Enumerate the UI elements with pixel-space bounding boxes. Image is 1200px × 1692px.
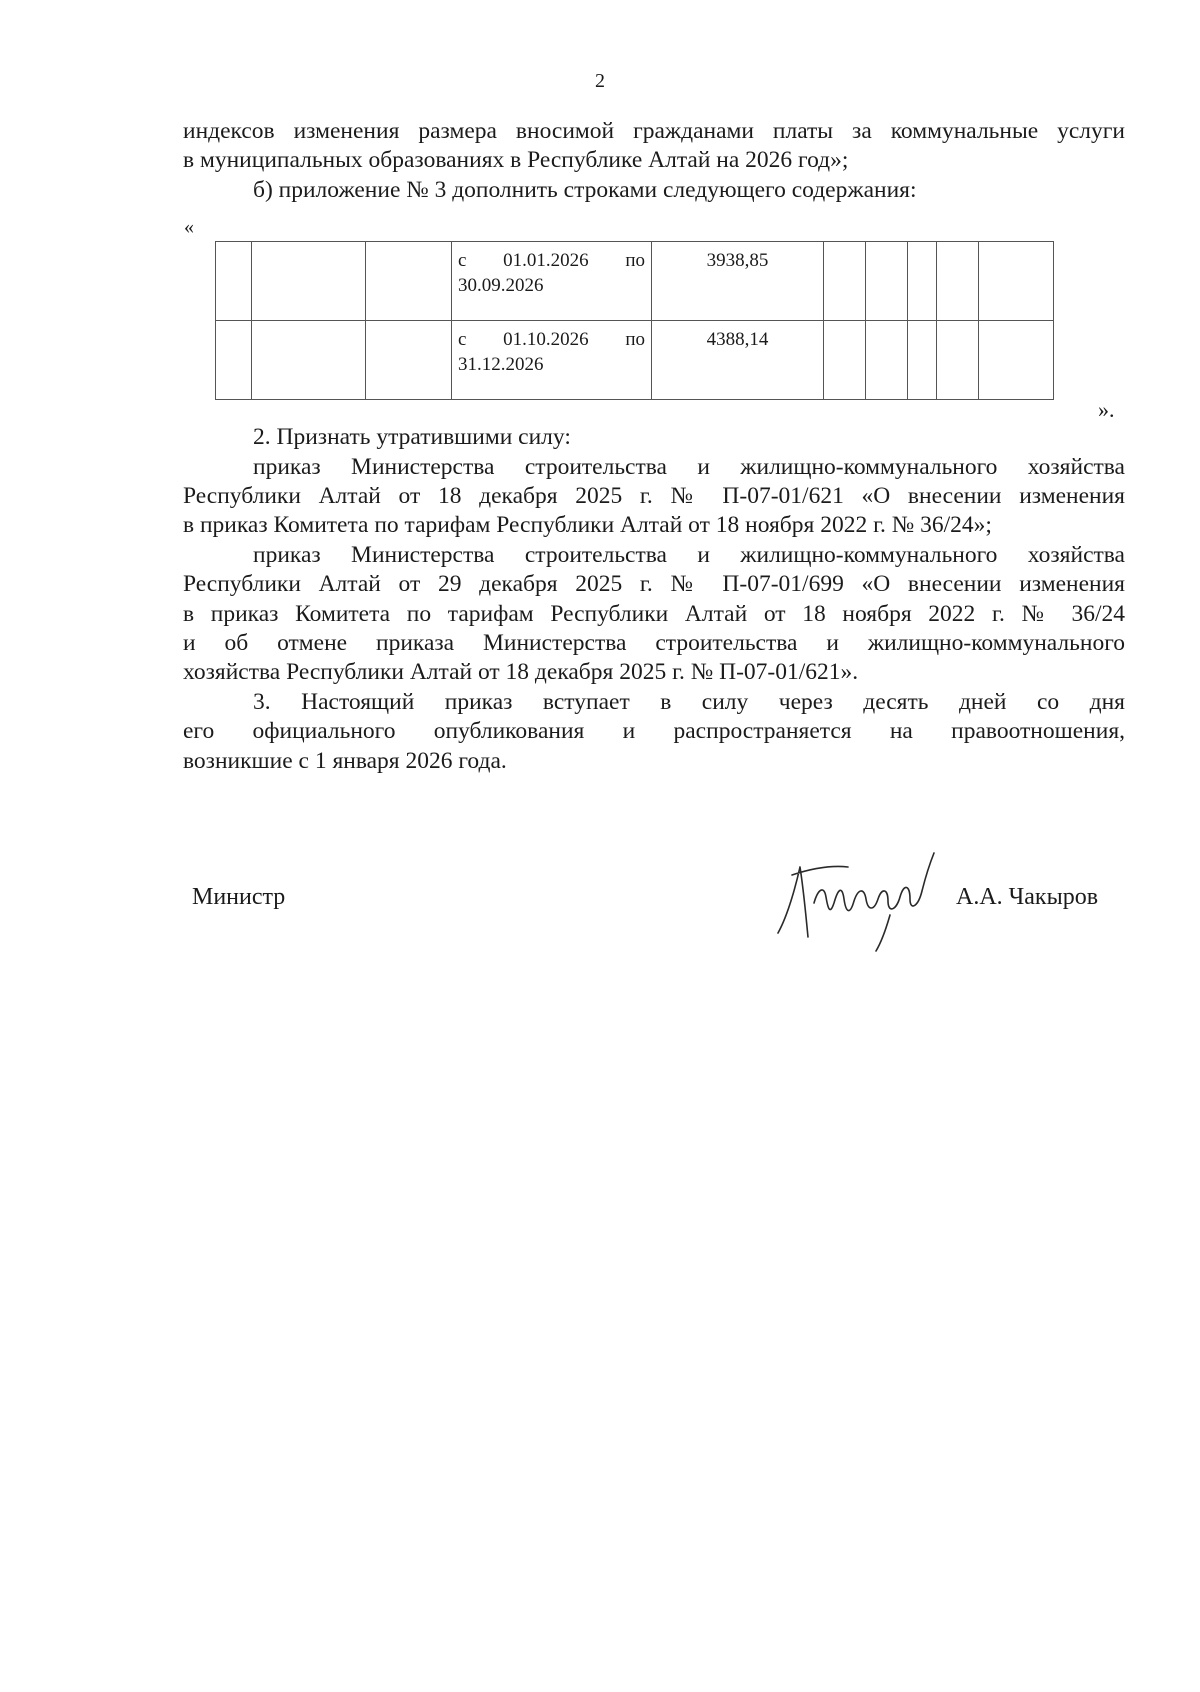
table-cell <box>824 242 866 321</box>
period-to-date: 30.09.2026 <box>458 275 544 296</box>
table-cell <box>252 242 366 321</box>
signatory-name: А.А. Чакыров <box>956 884 1099 910</box>
paragraph-4-line-2: Республики Алтай от 18 декабря 2025 г. № П-07-01/621 «О внесении изменения <box>183 483 1125 509</box>
value-cell: 4388,14 <box>652 321 824 400</box>
table-cell <box>366 242 452 321</box>
period-to-prefix: по <box>625 250 645 271</box>
table-row <box>216 242 1054 321</box>
paragraph-1-line-2: в муниципальных образованиях в Республике Алтай на 2026 год»; <box>183 147 849 173</box>
paragraph-6-line-1: 3. Настоящий приказ вступает в силу через десять дней со дня <box>253 689 1125 715</box>
period-cell <box>452 321 652 400</box>
signatory-title: Министр <box>192 884 286 910</box>
value-cell: 3938,85 <box>652 242 824 321</box>
period-to-date: 31.12.2026 <box>458 354 544 375</box>
period-cell <box>452 242 652 321</box>
table-cell <box>866 321 908 400</box>
appendix-table <box>215 241 1054 400</box>
table-cell <box>866 242 908 321</box>
table-cell <box>366 321 452 400</box>
table-cell <box>908 321 937 400</box>
paragraph-1-line-1: индексов изменения размера вносимой гражданами платы за коммунальные услуги <box>183 118 1125 144</box>
period-from-date: 01.10.2026 <box>503 329 589 350</box>
quote-close-mark: ». <box>1098 397 1115 422</box>
table-cell <box>979 242 1054 321</box>
paragraph-2: б) приложение № 3 дополнить строками следующего содержания: <box>253 177 917 203</box>
paragraph-5-line-2: Республики Алтай от 29 декабря 2025 г. № П-07-01/699 «О внесении изменения <box>183 571 1125 597</box>
paragraph-6-line-2: его официального опубликования и распространяется на правоотношения, <box>183 718 1125 744</box>
table-row <box>216 321 1054 400</box>
table-cell <box>979 321 1054 400</box>
paragraph-3: 2. Признать утратившими силу: <box>253 424 571 450</box>
paragraph-5-line-1: приказ Министерства строительства и жилищно-коммунального хозяйства <box>253 542 1125 568</box>
handwritten-signature <box>770 845 940 955</box>
table-cell <box>216 242 252 321</box>
page-number: 2 <box>595 70 605 92</box>
paragraph-6-line-3: возникшие с 1 января 2026 года. <box>183 748 507 774</box>
period-from-date: 01.01.2026 <box>503 250 589 271</box>
period-from-prefix: с <box>458 250 467 271</box>
table-cell <box>908 242 937 321</box>
paragraph-4-line-3: в приказ Комитета по тарифам Республики Алтай от 18 ноября 2022 г. № 36/24»; <box>183 512 992 538</box>
quote-open-mark: « <box>184 216 194 238</box>
paragraph-5-line-5: хозяйства Республики Алтай от 18 декабря 2025 г. № П-07-01/621». <box>183 659 859 685</box>
paragraph-5-line-3: в приказ Комитета по тарифам Республики Алтай от 18 ноября 2022 г. № 36/24 <box>183 601 1125 627</box>
table-cell <box>824 321 866 400</box>
paragraph-4-line-1: приказ Министерства строительства и жилищно-коммунального хозяйства <box>253 454 1125 480</box>
paragraph-5-line-4: и об отмене приказа Министерства строительства и жилищно-коммунального <box>183 630 1125 656</box>
period-to-prefix: по <box>625 329 645 350</box>
table-cell <box>216 321 252 400</box>
table-cell <box>937 242 979 321</box>
table-cell <box>937 321 979 400</box>
table-cell <box>252 321 366 400</box>
period-from-prefix: с <box>458 329 467 350</box>
